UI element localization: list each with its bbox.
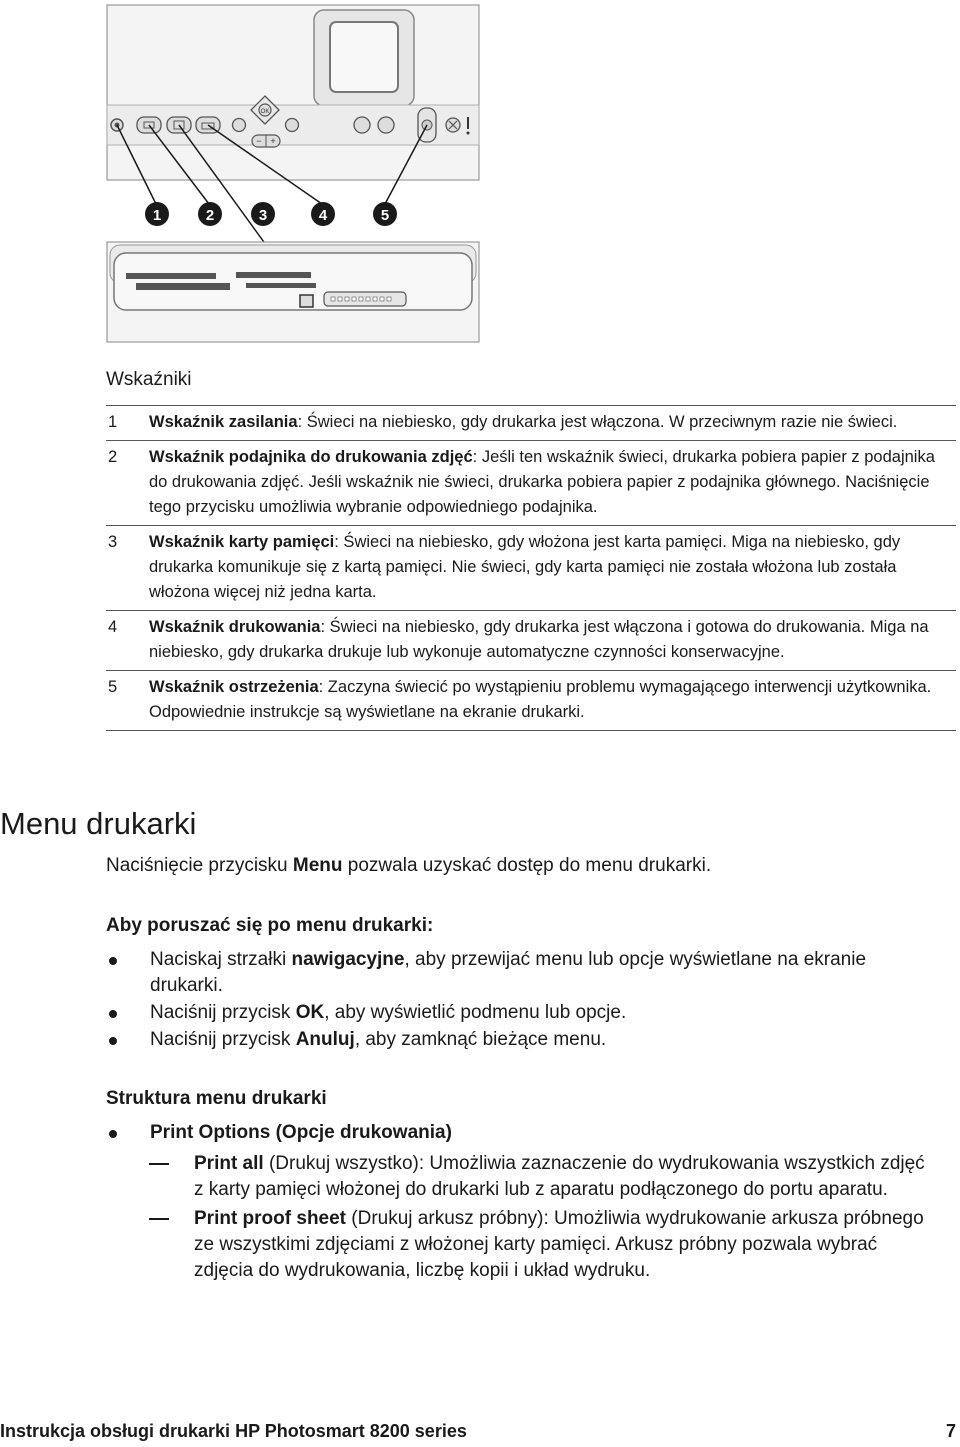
item-bold: Print proof sheet [194,1208,347,1229]
row-number: 4 [108,618,118,636]
dash-icon [149,1163,169,1165]
footer-rule [0,1414,960,1415]
zoom-buttons-icon [252,135,280,147]
table-row [106,406,956,441]
bullet-icon [109,1037,117,1045]
list-item [106,1120,926,1146]
item-bold: nawigacyjne [291,949,405,970]
list-item [106,1206,926,1284]
row-text: : Świeci na niebiesko, gdy włożona jest karta pamięci. Miga na niebiesko, gdy drukarka komunikuje się z kartą pamięci. Nie świeci, gdy karta pamięci nie została włożona lub została włożona więcej niż jedna karta. [149,533,901,601]
row-description [149,675,956,725]
row-description [149,445,956,520]
footer-title: Instrukcja obsługi drukarki HP Photosmart 8200 series [0,1421,467,1441]
structure-top-label: Print Options (Opcje drukowania) [150,1122,452,1143]
intro-text-end: pozwala uzyskać dostęp do menu drukarki. [342,855,712,876]
list-item [106,1151,926,1203]
svg-text:4: 4 [318,207,328,224]
intro-bold: Menu [292,855,343,876]
cancel-icon [446,118,460,132]
callout-2 [198,202,222,226]
row-text: : Świeci na niebiesko, gdy drukarka jest włączona. W przeciwnym razie nie świeci. [297,413,898,431]
structure-subtitle: Struktura menu drukarki [106,1088,327,1109]
table-row [106,526,956,611]
item-text: Naciśnij przycisk [150,1002,296,1023]
indicators-table [106,405,956,731]
row-number: 1 [108,413,118,431]
item-text-end: , aby przewijać menu lub opcje wyświetlane na ekranie drukarki. [150,949,867,996]
bullet-icon [109,957,117,965]
row-term: Wskaźnik drukowania [149,618,321,636]
callout-4 [311,202,335,226]
item-text: (Drukuj arkusz próbny): Umożliwia wydrukowanie arkusza próbnego ze wszystkimi zdjęciami z włożonej karty pamięci. Arkusz próbny pozwala wybrać zdjęcia do wydrukowania, liczbę kopii i układ wydruku. [194,1208,924,1281]
bullet-icon [109,1010,117,1018]
item-bold: OK [295,1002,325,1023]
item-bold: Print all [194,1153,264,1174]
callout-1 [145,202,169,226]
row-term: Wskaźnik ostrzeżenia [149,678,319,696]
row-description [149,410,956,435]
callout-3 [251,202,275,226]
table-row [106,441,956,526]
list-item [106,1000,926,1026]
item-text-end: , aby wyświetlić podmenu lub opcje. [324,1002,627,1023]
row-description [149,615,956,665]
row-text: : Świeci na niebiesko, gdy drukarka jest włączona i gotowa do drukowania. Miga na niebiesko, gdy drukarka drukuje lub wykonuje automatyczne czynności konserwacyjne. [149,618,929,661]
row-number: 5 [108,678,118,696]
svg-text:2: 2 [205,207,215,224]
intro-paragraph [106,855,711,877]
row-term: Wskaźnik podajnika do drukowania zdjęć [149,448,473,466]
indicators-title: Wskaźniki [106,369,192,390]
table-row [106,611,956,671]
row-description [149,530,956,605]
section-title: Menu drukarki [0,806,197,841]
svg-text:5: 5 [380,207,390,224]
row-number: 2 [108,448,118,466]
item-text: Naciskaj strzałki [150,949,292,970]
row-term: Wskaźnik karty pamięci [149,533,335,551]
svg-text:+: + [270,136,276,146]
printer-control-panel-figure [106,4,480,344]
callout-5 [373,202,397,226]
nav-subtitle: Aby poruszać się po menu drukarki: [106,915,434,936]
nav-list [106,947,926,1054]
dash-icon [149,1218,169,1220]
nav-ok-label: OK [260,109,270,115]
row-text: : Zaczyna świecić po wystąpieniu problemu wymagającego interwencji użytkownika. Odpowiednie instrukcje są wyświetlane na ekranie drukarki. [149,678,932,721]
page-number: 7 [945,1421,956,1441]
list-item [106,947,926,999]
list-item [106,1027,926,1053]
item-text-end: , aby zamknąć bieżące menu. [354,1029,607,1050]
row-number: 3 [108,533,118,551]
structure-list [106,1120,926,1287]
item-text: Naciśnij przycisk [150,1029,296,1050]
row-text: : Jeśli ten wskaźnik świeci, drukarka pobiera papier z podajnika do drukowania zdjęć. Jeśli wskaźnik nie świeci, drukarka pobiera papier z podajnika głównego. Naciśnięcie tego przycisku umożliwia wybranie odpowiedniego podajnika. [149,448,935,516]
item-bold: Anuluj [295,1029,355,1050]
intro-text: Naciśnięcie przycisku [106,855,293,876]
svg-text:3: 3 [258,207,268,224]
svg-text:1: 1 [152,207,162,224]
bullet-icon [109,1130,117,1138]
row-term: Wskaźnik zasilania [149,413,298,431]
item-text: (Drukuj wszystko): Umożliwia zaznaczenie do wydrukowania wszystkich zdjęć z karty pamięci włożonej do drukarki lub z aparatu podłączonego do portu aparatu. [194,1153,925,1200]
table-row [106,671,956,731]
memory-card-slots [107,242,479,342]
svg-text:−: − [256,136,262,146]
